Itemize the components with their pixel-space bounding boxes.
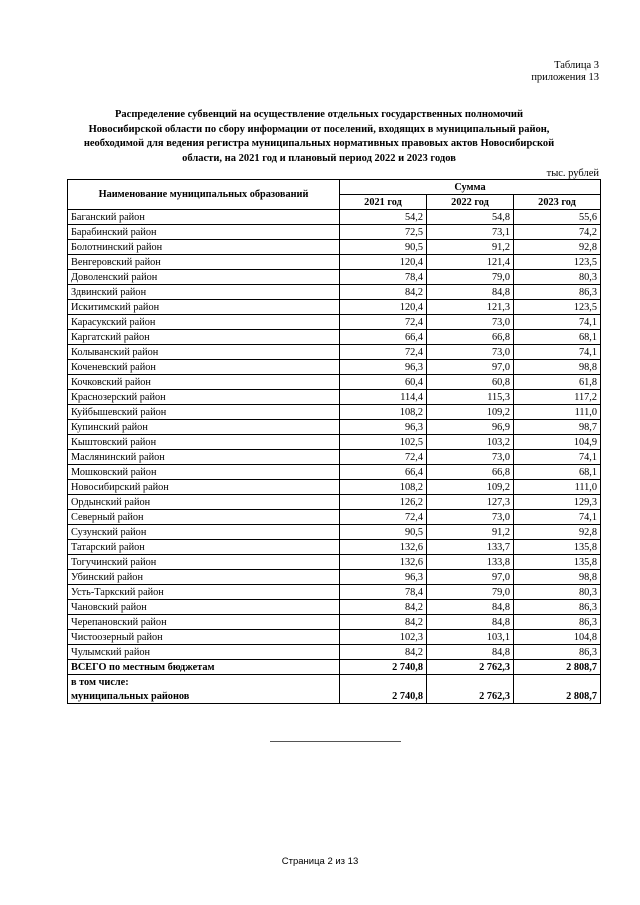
amount-cell: 66,4 (340, 465, 427, 480)
amount-cell: 96,9 (427, 420, 514, 435)
table-row (68, 645, 601, 660)
district-name: Купинский район (68, 420, 340, 435)
amount-cell: 123,5 (514, 300, 601, 315)
amount-cell: 84,8 (427, 645, 514, 660)
amount-cell: 86,3 (514, 645, 601, 660)
amount-cell: 72,4 (340, 450, 427, 465)
district-name: Барабинский район (68, 225, 340, 240)
table-row (68, 405, 601, 420)
municipal-value: 2 808,7 (514, 689, 601, 704)
amount-cell: 91,2 (427, 525, 514, 540)
amount-cell: 91,2 (427, 240, 514, 255)
amount-cell: 73,0 (427, 315, 514, 330)
table-row (68, 330, 601, 345)
table-row (68, 540, 601, 555)
amount-cell: 102,3 (340, 630, 427, 645)
amount-cell: 132,6 (340, 555, 427, 570)
table-row (68, 510, 601, 525)
amount-cell: 103,1 (427, 630, 514, 645)
amount-cell: 132,6 (340, 540, 427, 555)
table-row (68, 555, 601, 570)
amount-cell: 74,1 (514, 345, 601, 360)
amount-cell: 66,8 (427, 465, 514, 480)
amount-cell: 121,4 (427, 255, 514, 270)
amount-cell: 111,0 (514, 405, 601, 420)
amount-cell: 54,2 (340, 210, 427, 225)
table-row (68, 390, 601, 405)
amount-cell: 120,4 (340, 255, 427, 270)
district-name: Баганский район (68, 210, 340, 225)
amount-cell: 55,6 (514, 210, 601, 225)
name-column-header: Наименование муниципальных образований (68, 180, 340, 210)
amount-cell: 90,5 (340, 240, 427, 255)
year-header: 2021 год (340, 195, 427, 210)
amount-cell: 84,2 (340, 615, 427, 630)
amount-cell: 74,2 (514, 225, 601, 240)
table-row (68, 585, 601, 600)
amount-cell: 102,5 (340, 435, 427, 450)
amount-cell: 121,3 (427, 300, 514, 315)
amount-cell: 109,2 (427, 480, 514, 495)
table-row (68, 315, 601, 330)
amount-cell: 72,4 (340, 315, 427, 330)
total-name: ВСЕГО по местным бюджетам (68, 660, 340, 675)
amount-cell: 114,4 (340, 390, 427, 405)
amount-cell: 68,1 (514, 330, 601, 345)
year-header: 2023 год (514, 195, 601, 210)
amount-cell: 97,0 (427, 570, 514, 585)
amount-cell: 98,8 (514, 360, 601, 375)
total-row (68, 660, 601, 675)
page-number: Страница 2 из 13 (281, 856, 359, 867)
amount-cell: 72,4 (340, 510, 427, 525)
including-row (68, 675, 601, 690)
district-name: Болотнинский район (68, 240, 340, 255)
amount-cell: 108,2 (340, 405, 427, 420)
table-row (68, 480, 601, 495)
amount-cell: 104,8 (514, 630, 601, 645)
district-name: Чистоозерный район (68, 630, 340, 645)
amount-cell: 133,8 (427, 555, 514, 570)
amount-cell: 96,3 (340, 420, 427, 435)
amount-cell: 96,3 (340, 570, 427, 585)
amount-cell: 103,2 (427, 435, 514, 450)
table-row (68, 240, 601, 255)
amount-cell: 115,3 (427, 390, 514, 405)
amount-cell: 61,8 (514, 375, 601, 390)
district-name: Колыванский район (68, 345, 340, 360)
amount-cell: 117,2 (514, 390, 601, 405)
amount-cell: 120,4 (340, 300, 427, 315)
amount-cell: 84,2 (340, 600, 427, 615)
table-row (68, 285, 601, 300)
district-name: Маслянинский район (68, 450, 340, 465)
district-name: Каргатский район (68, 330, 340, 345)
amount-cell: 108,2 (340, 480, 427, 495)
table-row (68, 615, 601, 630)
amount-cell: 78,4 (340, 585, 427, 600)
district-name: Ордынский район (68, 495, 340, 510)
district-name: Усть-Таркский район (68, 585, 340, 600)
district-name: Татарский район (68, 540, 340, 555)
table-body (68, 210, 601, 660)
amount-cell: 84,2 (340, 285, 427, 300)
table-row (68, 420, 601, 435)
table-reference (531, 60, 599, 84)
amount-cell: 73,1 (427, 225, 514, 240)
table-row (68, 600, 601, 615)
district-name: Сузунский район (68, 525, 340, 540)
amount-cell: 126,2 (340, 495, 427, 510)
amount-cell: 79,0 (427, 585, 514, 600)
table-row (68, 495, 601, 510)
amount-cell: 72,5 (340, 225, 427, 240)
district-name: Доволенский район (68, 270, 340, 285)
district-name: Чулымский район (68, 645, 340, 660)
amount-cell: 73,0 (427, 450, 514, 465)
district-name: Чановский район (68, 600, 340, 615)
table-row (68, 225, 601, 240)
amount-cell: 60,8 (427, 375, 514, 390)
amount-cell: 68,1 (514, 465, 601, 480)
amount-cell: 86,3 (514, 285, 601, 300)
amount-cell: 73,0 (427, 345, 514, 360)
amount-cell: 84,2 (340, 645, 427, 660)
amount-cell: 84,8 (427, 285, 514, 300)
table-row (68, 300, 601, 315)
table-row (68, 630, 601, 645)
amount-cell: 73,0 (427, 510, 514, 525)
appendix-label: приложения 13 (531, 72, 599, 83)
including-label: в том числе: (68, 675, 340, 690)
district-name: Куйбышевский район (68, 405, 340, 420)
amount-cell: 92,8 (514, 525, 601, 540)
amount-cell: 74,1 (514, 315, 601, 330)
sum-column-header: Сумма (340, 180, 601, 195)
unit-label: тыс. рублей (546, 168, 599, 179)
total-value: 2 762,3 (427, 660, 514, 675)
district-name: Здвинский район (68, 285, 340, 300)
total-value: 2 740,8 (340, 660, 427, 675)
table-label: Таблица 3 (554, 60, 599, 71)
district-name: Венгеровский район (68, 255, 340, 270)
amount-cell: 84,8 (427, 615, 514, 630)
amount-cell: 66,4 (340, 330, 427, 345)
amount-cell: 109,2 (427, 405, 514, 420)
amount-cell: 98,7 (514, 420, 601, 435)
amount-cell: 78,4 (340, 270, 427, 285)
district-name: Карасукский район (68, 315, 340, 330)
district-name: Тогучинский район (68, 555, 340, 570)
amount-cell: 74,1 (514, 510, 601, 525)
district-name: Убинский район (68, 570, 340, 585)
total-value: 2 808,7 (514, 660, 601, 675)
amount-cell: 74,1 (514, 450, 601, 465)
amount-cell: 96,3 (340, 360, 427, 375)
municipal-name: муниципальных районов (68, 689, 340, 704)
amount-cell: 90,5 (340, 525, 427, 540)
table-row (68, 450, 601, 465)
municipal-value: 2 740,8 (340, 689, 427, 704)
amount-cell: 104,9 (514, 435, 601, 450)
district-name: Новосибирский район (68, 480, 340, 495)
amount-cell: 54,8 (427, 210, 514, 225)
amount-cell: 60,4 (340, 375, 427, 390)
document-title: Распределение субвенций на осуществление отдельных государственных полномочий Новосибирской области по сбору информации от поселений, входящих в муниципальный район, необходимой для ведения регистра муниципальных нормативных правовых актов Новосибирской области, на 2021 год и плановый период 2022 и 2023 годов (83, 109, 555, 164)
amount-cell: 79,0 (427, 270, 514, 285)
district-name: Искитимский район (68, 300, 340, 315)
amount-cell: 111,0 (514, 480, 601, 495)
subsidy-table (67, 179, 601, 704)
year-header: 2022 год (427, 195, 514, 210)
amount-cell: 135,8 (514, 540, 601, 555)
table-row (68, 525, 601, 540)
amount-cell: 86,3 (514, 600, 601, 615)
amount-cell: 123,5 (514, 255, 601, 270)
district-name: Кочковский район (68, 375, 340, 390)
amount-cell: 66,8 (427, 330, 514, 345)
table-row (68, 360, 601, 375)
amount-cell: 135,8 (514, 555, 601, 570)
amount-cell: 80,3 (514, 585, 601, 600)
table-row (68, 375, 601, 390)
amount-cell: 129,3 (514, 495, 601, 510)
amount-cell: 80,3 (514, 270, 601, 285)
table-row (68, 210, 601, 225)
table-row (68, 270, 601, 285)
amount-cell: 127,3 (427, 495, 514, 510)
district-name: Краснозерский район (68, 390, 340, 405)
district-name: Мошковский район (68, 465, 340, 480)
amount-cell: 92,8 (514, 240, 601, 255)
amount-cell: 133,7 (427, 540, 514, 555)
district-name: Кыштовский район (68, 435, 340, 450)
district-name: Северный район (68, 510, 340, 525)
amount-cell: 84,8 (427, 600, 514, 615)
amount-cell: 72,4 (340, 345, 427, 360)
table-row (68, 465, 601, 480)
amount-cell: 86,3 (514, 615, 601, 630)
table-row (68, 255, 601, 270)
table-row (68, 570, 601, 585)
table-row (68, 435, 601, 450)
table-row (68, 345, 601, 360)
amount-cell: 97,0 (427, 360, 514, 375)
amount-cell: 98,8 (514, 570, 601, 585)
district-name: Черепановский район (68, 615, 340, 630)
municipal-row (68, 689, 601, 704)
municipal-value: 2 762,3 (427, 689, 514, 704)
end-divider (270, 741, 401, 742)
district-name: Коченевский район (68, 360, 340, 375)
